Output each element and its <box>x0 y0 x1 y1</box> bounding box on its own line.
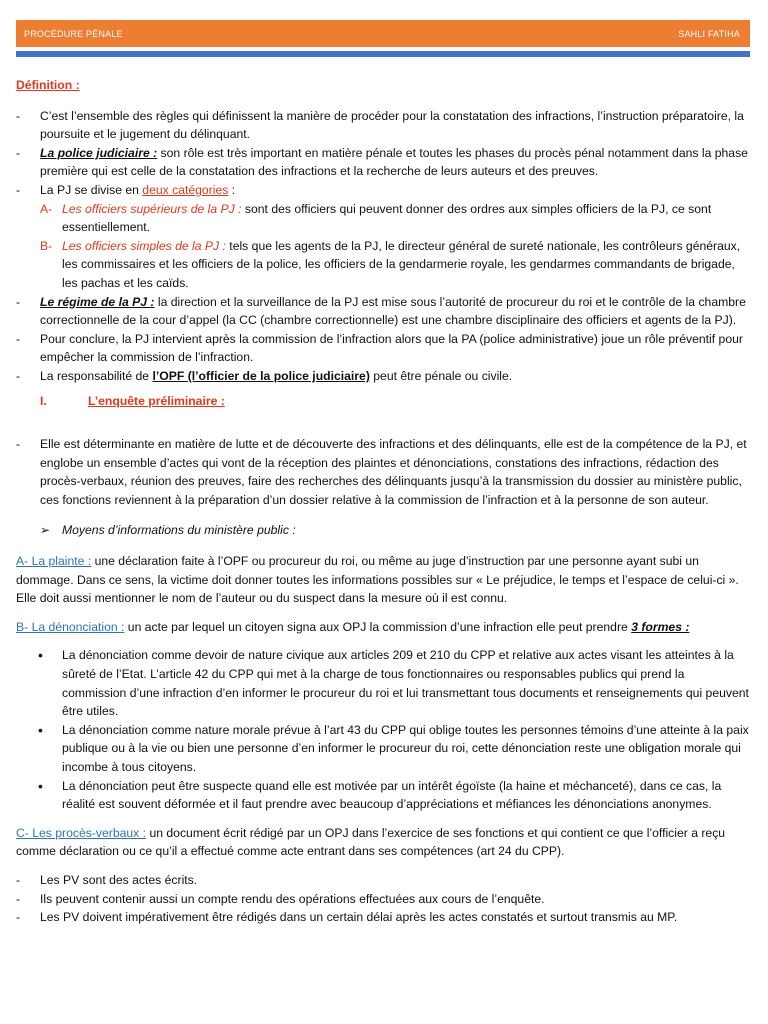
header-author: SAHLI FATIHA <box>678 29 740 39</box>
regime-text: la direction et la surveillance de la PJ est mise sous l’autorité de procureur du roi et le contrôle de la chambre correctionnelle de la cour d’appel (la CC (chambre correctionnelle) est une chambre disciplinaire des officiers et agents de la PJ). <box>40 294 746 328</box>
category-b <box>16 237 752 293</box>
categories-intro: La PJ se divise en <box>40 182 143 197</box>
regime-term: Le régime de la PJ : <box>40 294 155 309</box>
category-b-label: B- <box>40 238 53 253</box>
pv-item: - Ils peuvent contenir aussi un compte rendu des opérations effectuées aux cours de l’enquête. <box>16 890 752 909</box>
document-body <box>16 76 752 927</box>
responsabilite-item <box>16 367 752 386</box>
plainte-label: A- La plainte : <box>16 554 92 569</box>
denonciation-label: B- La dénonciation : <box>16 619 125 634</box>
regime-item <box>16 293 752 330</box>
enquete-paragraph <box>16 435 752 509</box>
denonciation-bullet: • La dénonciation peut être suspecte quand elle est motivée par un intérêt égoïste (la haine et méchanceté), dans ce cas, la réalité est souvent déformée et il faut prendre avec beaucoup d’appréciations et méfiances les dénonciations anonymes. <box>16 777 752 814</box>
section-title: L’enquête préliminaire : <box>88 393 225 408</box>
categories-link: deux catégories <box>142 182 229 197</box>
section-heading <box>16 392 752 411</box>
police-judiciaire-item <box>16 144 752 181</box>
responsabilite-text: peut être pénale ou civile. <box>369 368 513 383</box>
category-a <box>16 200 752 237</box>
category-b-term: Les officiers simples de la PJ : <box>62 238 226 253</box>
pv-text: un document écrit rédigé par un OPJ dans l’exercice de ses fonctions et qui contient ce que l’officier a reçu comme déclaration ou ce qu’il a effectué comme acte entrant dans ses compétences (art 24 du CPP). <box>16 825 726 859</box>
plainte-paragraph <box>16 552 752 608</box>
pv-item: - Les PV doivent impérativement être rédigés dans un certain délai après les actes constatés et surtout transmis au MP. <box>16 908 752 927</box>
category-a-text: sont des officiers qui peuvent donner des ordres aux simples officiers de la PJ, ce sont essentiellement. <box>62 201 712 235</box>
category-a-label: A- <box>40 201 53 216</box>
denonciation-forms: 3 formes : <box>631 619 690 634</box>
page-header <box>16 20 750 47</box>
definition-text: C’est l’ensemble des règles qui définissent la manière de procéder pour la constatation des infractions, l’instruction préparatoire, la poursuite et le jugement du délinquant. <box>40 108 744 142</box>
categories-item <box>16 181 752 200</box>
conclusion-item <box>16 330 752 367</box>
denonciation-text: un acte par lequel un citoyen signa aux OPJ la commission d’une infraction elle peut prendre <box>124 619 632 634</box>
category-b-text: tels que les agents de la PJ, le directeur général de sureté nationale, les contrôleurs généraux, les commissaires et les officiers de la police, les officiers de la gendarmerie royale, les gendarmes commandants de brigade, les pachas et les caïds. <box>62 238 741 290</box>
definition-heading: Définition : <box>16 78 80 92</box>
section-number: I. <box>40 393 47 408</box>
plainte-text: une déclaration faite à l’OPF ou procureur du roi, ou même au juge d’instruction par une personne ayant subi un dommage. Dans ce sens, la victime doit donner toutes les informations possibles sur « Le préjudice, le temps et l’espace de celui-ci ». Elle doit aussi mentionner le nom de l’auteur ou du suspect dans la mesure où il est connu. <box>16 554 739 606</box>
enquete-text: Elle est déterminante en matière de lutte et de découverte des infractions et des délinquants, elle est de la compétence de la PJ, et englobe un ensemble d’actes qui vont de la réception des plaintes et dénonciations, constations des infractions, rédaction des procès-verbaux, réunion des preuves, faire des recherches des délinquants jusqu’à la transmission du dossier au ministère public, ces fonctions reviennent à la préparation d’un dossier relative à la commission de l’infraction et à la personne de son auteur. <box>40 437 747 507</box>
responsabilite-intro: La responsabilité de <box>40 368 153 383</box>
header-course-title: PROCÉDURE PÉNALE <box>24 29 123 39</box>
means-heading: ➢ Moyens d’informations du ministère public : <box>16 521 752 540</box>
police-judiciaire-text: son rôle est très important en matière pénale et toutes les phases du procès pénal notamment dans la phase première qui est celle de la constatation des infractions et la recherche de leurs auteurs et des preuves. <box>40 145 748 179</box>
pv-label: C- Les procès-verbaux : <box>16 825 147 840</box>
responsabilite-term: l’OPF (l’officier de la police judiciaire) <box>152 368 370 383</box>
denonciation-bullet: • La dénonciation comme nature morale prévue à l’art 43 du CPP qui oblige toutes les personnes témoins d’une atteinte à la paix publique ou à la vie ou bien une personne d’en informer le procureur du roi, cette dénonciation reste une obligation morale qui incombe à tous citoyens. <box>16 721 752 777</box>
denonciation-paragraph <box>16 618 752 637</box>
pv-paragraph <box>16 824 752 861</box>
pv-item: - Les PV sont des actes écrits. <box>16 871 752 890</box>
category-a-term: Les officiers supérieurs de la PJ : <box>62 201 242 216</box>
definition-item <box>16 107 752 144</box>
police-judiciaire-term: La police judiciaire : <box>40 145 158 160</box>
categories-colon: : <box>228 182 236 197</box>
header-rule <box>16 51 750 57</box>
denonciation-bullet: • La dénonciation comme devoir de nature civique aux articles 209 et 210 du CPP et relative aux actes visant les atteintes à la sûreté de l’Etat. L’article 42 du CPP qui met à la charge de tous fonctionnaires ou responsables publics qui prend la commission d’une infraction d’en informer le procureur du roi et lui transmettant tous documents et renseignements qui peuvent être utiles. <box>16 646 752 720</box>
conclusion-text: Pour conclure, la PJ intervient après la commission de l’infraction alors que la PA (police administrative) joue un rôle préventif pour empêcher la commission de l’infraction. <box>40 331 743 365</box>
